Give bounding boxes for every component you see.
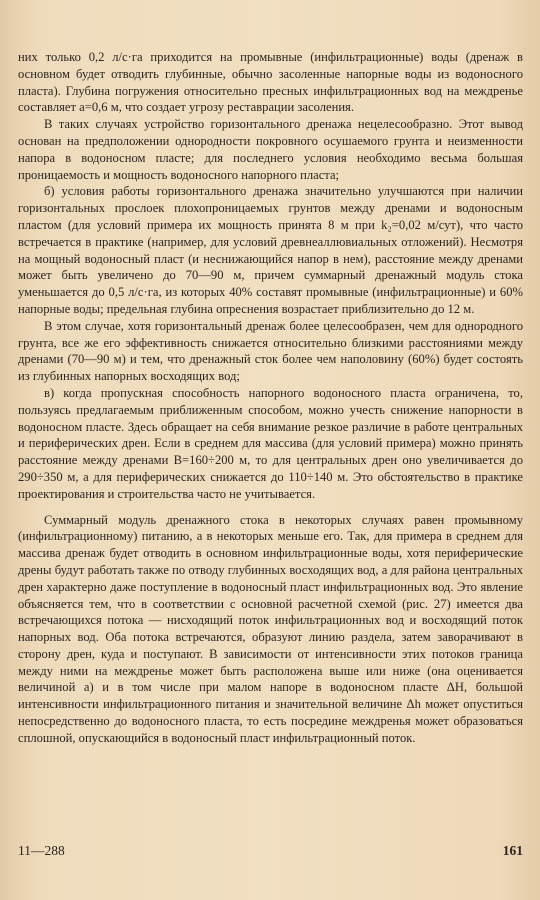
paragraph-6: Суммарный модуль дренажного стока в некоторых случаях равен промывному (инфильтрационному) питанию, а в некоторых меньше его. Так, для примера в среднем для массива дренаж будет отводить в основном инфильтрационные воды, хотя периферические дрены будут работать также по отводу глубинных восходящих вод, а для района центральных дрен характерно даже поступление в водоносный пласт инфильтрационных вод. Это явление объясняется тем, что в соответствии с основной расчетной схемой (рис. 27) имеется два встречающихся потока — нисходящий поток инфильтрационных вод и восходящий поток напорных вод. Оба потока встречаются, образуют линию раздела, затем заворачивают в сторону дрен, куда и поступают. В зависимости от интенсивности этих потоков граница между ними на междренье может быть расположена выше или ниже (она оценивается величиной a) и в том числе при малом напоре в водоносном пласте ΔH, большой интенсивности инфильтрационного питания и значительной величине Δh может опуститься непосредственно до водоносного пласта, то есть посредине междренья может образоваться сплошной, опускающийся в водоносный пласт инфильтрационный поток.: [18, 512, 523, 745]
paragraph-4: В этом случае, хотя горизонтальный дренаж более целесообразен, чем для однородного грунта, все же его эффективность снижается относительно близкими расстояниями между дренами (70—90 м) и тем, что дренажный сток более чем наполовину (60%) будет состоять из глубинных напорных восходящих вод;: [18, 318, 523, 384]
paragraph-5: в) когда пропускная способность напорного водоносного пласта ограничена, то, пользуясь предлагаемым приближенным способом, можно учесть снижение напорности в водоносном пласте. Здесь обращает на себя внимание резкое различие в работе центральных и периферических дрен. Если в среднем для массива (для условий примера) можно принять расстояние между дренами B=160÷200 м, то для центральных дрен оно увеличивается до 290÷350 м, а для периферических снижается до 110÷140 м. Это обстоятельство в практике проектирования и строительства часто не учитывается.: [18, 385, 523, 501]
paragraph-2: В таких случаях устройство горизонтального дренажа нецелесообразно. Этот вывод основан на предположении однородности покровного осушаемого грунта и неизменности напора в водоносном пласте; для последнего условия необходимо весьма большая проницаемость и мощность водоносного напорного пласта;: [18, 117, 523, 182]
paragraph-3: б) условия работы горизонтального дренажа значительно улучшаются при наличии горизонтальных прослоек плохопроницаемых грунтов между дренами и водоносным пластом (для условий примера их мощность принята 8 м при k₂=0,02 м/сут), что часто встречается в практике (например, для условий древнеаллювиальных отложений). Несмотря на мощный водоносный пласт (и неснижающийся напор в нем), расстояние между дренами может быть увеличено до 70—90 м, причем суммарный дренажный модуль стока уменьшается до 0,5 л/с·га, из которых 40% составят промывные (инфильтрационные) и 60% напорные воды; предельная глубина опреснения возрастает приблизительно до 12 м.: [18, 184, 523, 316]
page-number: 161: [502, 843, 523, 858]
signature-code: 11—288: [18, 843, 65, 858]
paragraph-1: них только 0,2 л/с·га приходится на промывные (инфильтрационные) воды (дренаж в основном будет отводить глубинные, обычно засоленные напорные воды из водоносного пласта). Глубина погружения относительно пресных инфильтрационных вод на междренье составляет a=0,6 м, что создает угрозу реставрации засоления.: [18, 50, 523, 115]
body-text: [18, 49, 523, 747]
